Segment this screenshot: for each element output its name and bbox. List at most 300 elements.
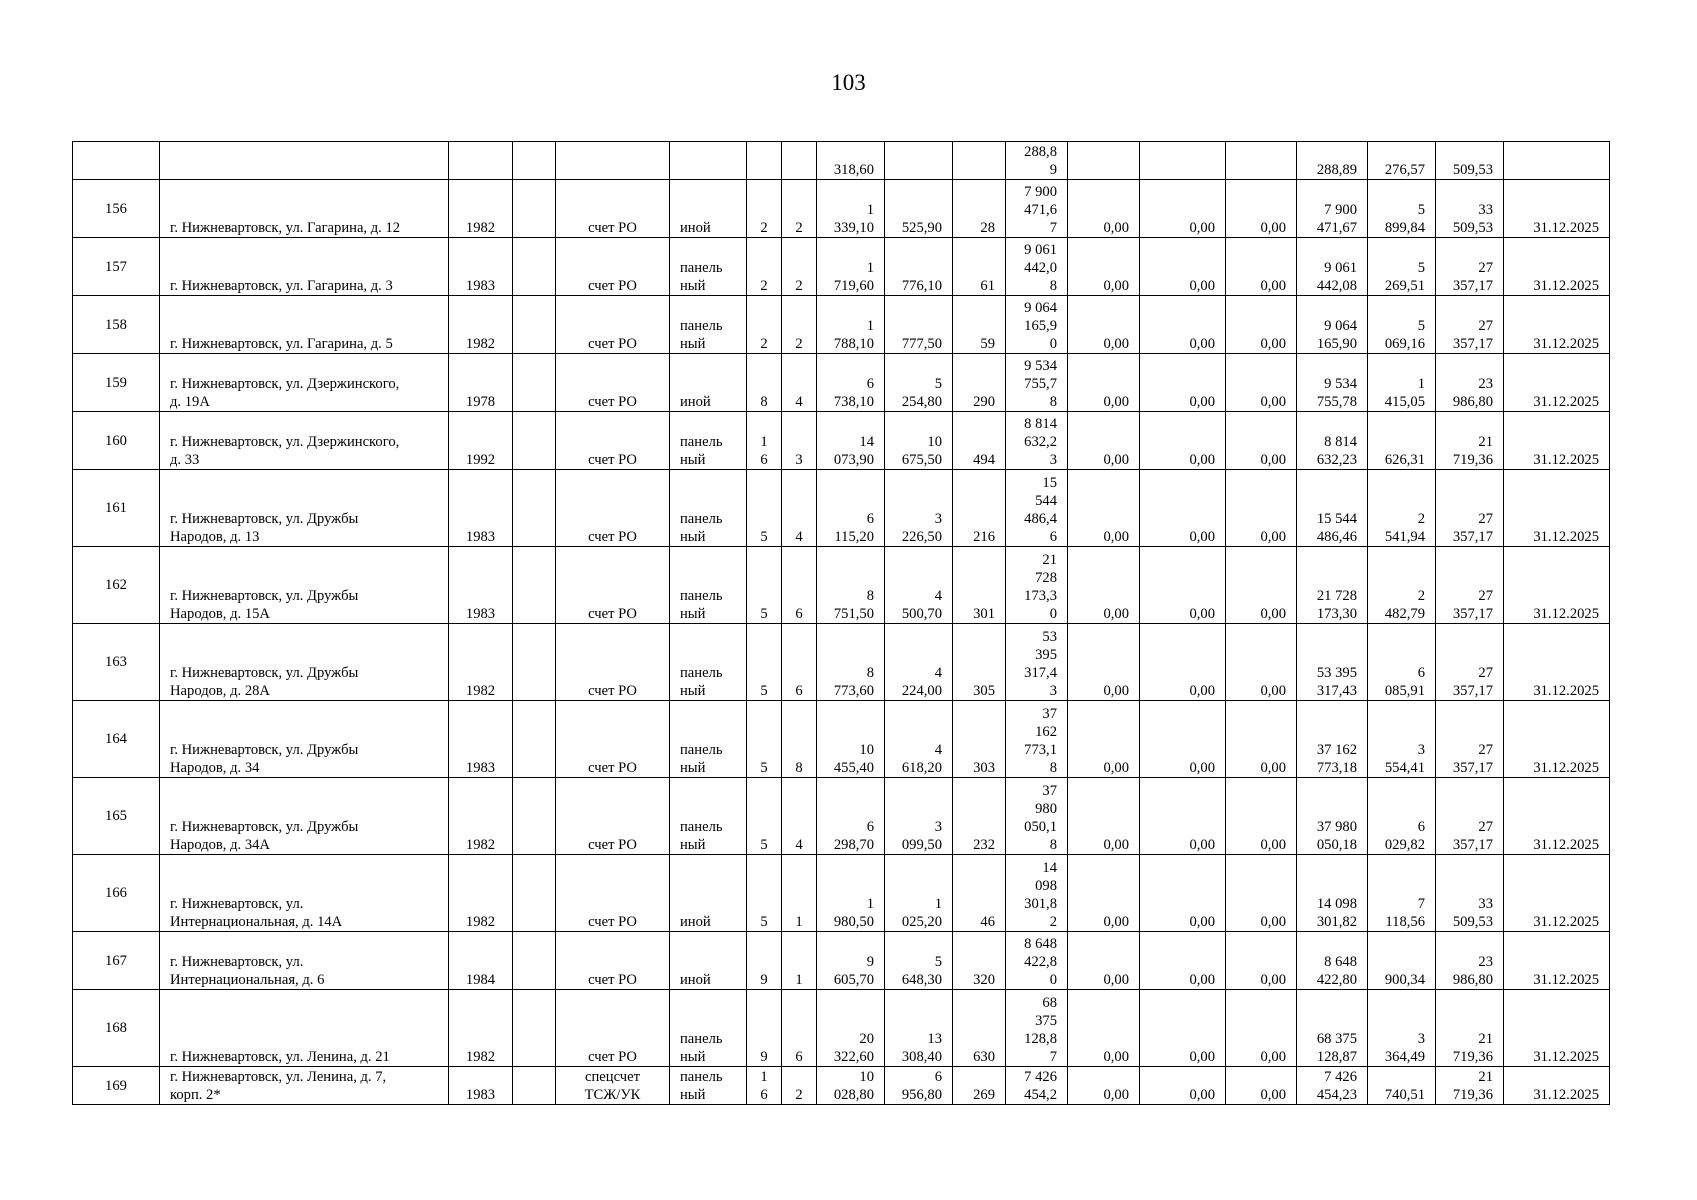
cell-mat: панель ный xyxy=(670,470,747,547)
table-row xyxy=(73,142,1610,180)
cell-area-total: 9 605,70 xyxy=(817,932,885,990)
cell-method: счет РО xyxy=(556,296,670,354)
cell-entr: 6 xyxy=(782,624,817,701)
cell-deadline: 31.12.2025 xyxy=(1504,180,1610,238)
cell-max-cost: 27 357,17 xyxy=(1436,547,1504,624)
cell-num: 162 xyxy=(73,547,160,624)
cell-num: 169 xyxy=(73,1067,160,1105)
cell-blank xyxy=(513,142,556,180)
cell-fund-c: 0,00 xyxy=(1226,932,1297,990)
cell-addr: г. Нижневартовск, ул. Гагарина, д. 5 xyxy=(160,296,449,354)
cell-fund-c xyxy=(1226,142,1297,180)
cell-addr: г. Нижневартовск, ул. Дружбы Народов, д. 13 xyxy=(160,470,449,547)
cell-entr: 6 xyxy=(782,547,817,624)
cell-owners: 7 900 471,67 xyxy=(1297,180,1368,238)
cell-mat: панель ный xyxy=(670,412,747,470)
cell-unit-cost: 6 085,91 xyxy=(1368,624,1436,701)
cell-blank xyxy=(513,547,556,624)
cell-method xyxy=(556,142,670,180)
cell-floors: 5 xyxy=(747,855,782,932)
cell-cost-total: 7 900 471,6 7 xyxy=(1006,180,1068,238)
cell-year: 1983 xyxy=(449,1067,513,1105)
cell-fund-b: 0,00 xyxy=(1140,238,1226,296)
cell-unit-cost: 5 899,84 xyxy=(1368,180,1436,238)
cell-deadline: 31.12.2025 xyxy=(1504,354,1610,412)
cell-fund-a: 0,00 xyxy=(1068,701,1140,778)
cell-year: 1983 xyxy=(449,547,513,624)
cell-residents: 61 xyxy=(953,238,1006,296)
cell-entr: 1 xyxy=(782,855,817,932)
cell-area-living: 5 254,80 xyxy=(885,354,953,412)
cell-cost-total: 9 064 165,9 0 xyxy=(1006,296,1068,354)
cell-year: 1982 xyxy=(449,296,513,354)
cell-mat xyxy=(670,142,747,180)
cell-deadline: 31.12.2025 xyxy=(1504,296,1610,354)
cell-floors: 2 xyxy=(747,238,782,296)
cell-cost-total: 14 098 301,8 2 xyxy=(1006,855,1068,932)
cell-area-living: 6 956,80 xyxy=(885,1067,953,1105)
cell-mat: иной xyxy=(670,180,747,238)
cell-mat: панель ный xyxy=(670,990,747,1067)
cell-fund-c: 0,00 xyxy=(1226,855,1297,932)
cell-fund-b: 0,00 xyxy=(1140,624,1226,701)
cell-fund-a: 0,00 xyxy=(1068,990,1140,1067)
cell-addr: г. Нижневартовск, ул. Дружбы Народов, д. 28А xyxy=(160,624,449,701)
cell-fund-a: 0,00 xyxy=(1068,855,1140,932)
cell-deadline: 31.12.2025 xyxy=(1504,470,1610,547)
cell-cost-total: 37 162 773,1 8 xyxy=(1006,701,1068,778)
cell-blank xyxy=(513,932,556,990)
cell-fund-c: 0,00 xyxy=(1226,547,1297,624)
cell-area-total: 6 738,10 xyxy=(817,354,885,412)
cell-method: счет РО xyxy=(556,778,670,855)
cell-blank xyxy=(513,296,556,354)
cell-mat: панель ный xyxy=(670,778,747,855)
table-row xyxy=(73,624,1610,701)
cell-blank xyxy=(513,180,556,238)
cell-max-cost: 27 357,17 xyxy=(1436,778,1504,855)
cell-num: 163 xyxy=(73,624,160,701)
cell-num: 166 xyxy=(73,855,160,932)
cell-deadline: 31.12.2025 xyxy=(1504,932,1610,990)
cell-fund-a: 0,00 xyxy=(1068,932,1140,990)
cell-fund-c: 0,00 xyxy=(1226,412,1297,470)
cell-area-living: 4 224,00 xyxy=(885,624,953,701)
cell-num: 161 xyxy=(73,470,160,547)
cell-fund-c: 0,00 xyxy=(1226,1067,1297,1105)
cell-max-cost: 33 509,53 xyxy=(1436,180,1504,238)
cell-floors: 2 xyxy=(747,296,782,354)
cell-residents: 28 xyxy=(953,180,1006,238)
housing-table xyxy=(72,141,1610,1105)
cell-fund-c: 0,00 xyxy=(1226,354,1297,412)
cell-method: счет РО xyxy=(556,855,670,932)
cell-addr: г. Нижневартовск, ул. Гагарина, д. 12 xyxy=(160,180,449,238)
cell-fund-b: 0,00 xyxy=(1140,932,1226,990)
cell-area-total: 8 773,60 xyxy=(817,624,885,701)
cell-year: 1992 xyxy=(449,412,513,470)
cell-entr xyxy=(782,142,817,180)
cell-fund-b: 0,00 xyxy=(1140,412,1226,470)
cell-owners: 68 375 128,87 xyxy=(1297,990,1368,1067)
cell-blank xyxy=(513,855,556,932)
cell-method: счет РО xyxy=(556,412,670,470)
table-row xyxy=(73,354,1610,412)
cell-mat: панель ный xyxy=(670,296,747,354)
cell-area-living: 525,90 xyxy=(885,180,953,238)
cell-area-total: 20 322,60 xyxy=(817,990,885,1067)
cell-blank xyxy=(513,412,556,470)
cell-blank xyxy=(513,624,556,701)
cell-method: счет РО xyxy=(556,932,670,990)
cell-addr: г. Нижневартовск, ул. Дружбы Народов, д. 34 xyxy=(160,701,449,778)
cell-area-total: 10 028,80 xyxy=(817,1067,885,1105)
cell-area-living: 3 226,50 xyxy=(885,470,953,547)
cell-fund-a xyxy=(1068,142,1140,180)
cell-fund-b xyxy=(1140,142,1226,180)
cell-fund-b: 0,00 xyxy=(1140,855,1226,932)
cell-num: 159 xyxy=(73,354,160,412)
cell-owners: 15 544 486,46 xyxy=(1297,470,1368,547)
cell-cost-total: 9 061 442,0 8 xyxy=(1006,238,1068,296)
cell-deadline: 31.12.2025 xyxy=(1504,990,1610,1067)
cell-mat: панель ный xyxy=(670,701,747,778)
cell-method: счет РО xyxy=(556,470,670,547)
cell-max-cost: 21 719,36 xyxy=(1436,412,1504,470)
cell-area-living: 3 099,50 xyxy=(885,778,953,855)
table-row xyxy=(73,296,1610,354)
cell-deadline: 31.12.2025 xyxy=(1504,855,1610,932)
table-row xyxy=(73,470,1610,547)
cell-deadline: 31.12.2025 xyxy=(1504,547,1610,624)
cell-area-total: 6 115,20 xyxy=(817,470,885,547)
cell-addr: г. Нижневартовск, ул. Дружбы Народов, д. 15А xyxy=(160,547,449,624)
cell-entr: 2 xyxy=(782,180,817,238)
cell-entr: 4 xyxy=(782,470,817,547)
cell-unit-cost: 3 364,49 xyxy=(1368,990,1436,1067)
cell-floors: 9 xyxy=(747,990,782,1067)
cell-unit-cost: 7 118,56 xyxy=(1368,855,1436,932)
cell-fund-b: 0,00 xyxy=(1140,990,1226,1067)
cell-owners: 9 064 165,90 xyxy=(1297,296,1368,354)
cell-floors: 1 6 xyxy=(747,1067,782,1105)
cell-fund-a: 0,00 xyxy=(1068,296,1140,354)
cell-residents: 290 xyxy=(953,354,1006,412)
cell-floors: 1 6 xyxy=(747,412,782,470)
cell-area-living: 4 500,70 xyxy=(885,547,953,624)
cell-owners: 7 426 454,23 xyxy=(1297,1067,1368,1105)
cell-method: счет РО xyxy=(556,238,670,296)
table-row xyxy=(73,412,1610,470)
table-row xyxy=(73,778,1610,855)
cell-cost-total: 68 375 128,8 7 xyxy=(1006,990,1068,1067)
cell-area-total: 318,60 xyxy=(817,142,885,180)
cell-max-cost: 21 719,36 xyxy=(1436,990,1504,1067)
cell-year xyxy=(449,142,513,180)
cell-method: счет РО xyxy=(556,180,670,238)
cell-method: счет РО xyxy=(556,354,670,412)
cell-fund-a: 0,00 xyxy=(1068,180,1140,238)
cell-blank xyxy=(513,778,556,855)
cell-fund-b: 0,00 xyxy=(1140,547,1226,624)
cell-residents: 305 xyxy=(953,624,1006,701)
cell-area-total: 8 751,50 xyxy=(817,547,885,624)
cell-entr: 6 xyxy=(782,990,817,1067)
cell-fund-c: 0,00 xyxy=(1226,238,1297,296)
cell-fund-c: 0,00 xyxy=(1226,180,1297,238)
cell-deadline xyxy=(1504,142,1610,180)
cell-deadline: 31.12.2025 xyxy=(1504,778,1610,855)
cell-max-cost: 27 357,17 xyxy=(1436,238,1504,296)
cell-unit-cost: 276,57 xyxy=(1368,142,1436,180)
cell-fund-a: 0,00 xyxy=(1068,354,1140,412)
cell-floors: 2 xyxy=(747,180,782,238)
cell-fund-b: 0,00 xyxy=(1140,296,1226,354)
cell-cost-total: 15 544 486,4 6 xyxy=(1006,470,1068,547)
cell-entr: 2 xyxy=(782,296,817,354)
cell-owners: 9 534 755,78 xyxy=(1297,354,1368,412)
cell-mat: иной xyxy=(670,855,747,932)
cell-floors: 5 xyxy=(747,547,782,624)
cell-owners: 53 395 317,43 xyxy=(1297,624,1368,701)
cell-residents: 269 xyxy=(953,1067,1006,1105)
cell-owners: 21 728 173,30 xyxy=(1297,547,1368,624)
cell-max-cost: 509,53 xyxy=(1436,142,1504,180)
cell-deadline: 31.12.2025 xyxy=(1504,701,1610,778)
cell-area-living: 13 308,40 xyxy=(885,990,953,1067)
cell-max-cost: 27 357,17 xyxy=(1436,296,1504,354)
cell-entr: 4 xyxy=(782,778,817,855)
cell-year: 1978 xyxy=(449,354,513,412)
cell-entr: 2 xyxy=(782,238,817,296)
cell-unit-cost: 626,31 xyxy=(1368,412,1436,470)
cell-cost-total: 53 395 317,4 3 xyxy=(1006,624,1068,701)
cell-area-living: 4 618,20 xyxy=(885,701,953,778)
cell-method: счет РО xyxy=(556,624,670,701)
cell-blank xyxy=(513,1067,556,1105)
cell-owners: 8 814 632,23 xyxy=(1297,412,1368,470)
cell-fund-b: 0,00 xyxy=(1140,354,1226,412)
cell-residents: 59 xyxy=(953,296,1006,354)
table-row xyxy=(73,701,1610,778)
cell-owners: 37 980 050,18 xyxy=(1297,778,1368,855)
cell-unit-cost: 2 482,79 xyxy=(1368,547,1436,624)
cell-mat: панель ный xyxy=(670,547,747,624)
cell-area-total: 1 339,10 xyxy=(817,180,885,238)
cell-mat: панель ный xyxy=(670,238,747,296)
cell-residents: 494 xyxy=(953,412,1006,470)
table-row xyxy=(73,547,1610,624)
cell-floors xyxy=(747,142,782,180)
cell-addr xyxy=(160,142,449,180)
cell-fund-b: 0,00 xyxy=(1140,180,1226,238)
table-row xyxy=(73,1067,1610,1105)
cell-addr: г. Нижневартовск, ул. Ленина, д. 21 xyxy=(160,990,449,1067)
cell-area-living: 777,50 xyxy=(885,296,953,354)
cell-owners: 8 648 422,80 xyxy=(1297,932,1368,990)
cell-owners: 37 162 773,18 xyxy=(1297,701,1368,778)
cell-floors: 5 xyxy=(747,470,782,547)
cell-method: счет РО xyxy=(556,547,670,624)
cell-fund-a: 0,00 xyxy=(1068,624,1140,701)
cell-fund-a: 0,00 xyxy=(1068,1067,1140,1105)
cell-addr: г. Нижневартовск, ул. Дружбы Народов, д. 34А xyxy=(160,778,449,855)
cell-max-cost: 21 719,36 xyxy=(1436,1067,1504,1105)
table-row xyxy=(73,990,1610,1067)
cell-addr: г. Нижневартовск, ул. Гагарина, д. 3 xyxy=(160,238,449,296)
cell-max-cost: 27 357,17 xyxy=(1436,624,1504,701)
cell-unit-cost: 6 029,82 xyxy=(1368,778,1436,855)
cell-area-total: 1 719,60 xyxy=(817,238,885,296)
cell-residents: 320 xyxy=(953,932,1006,990)
cell-year: 1983 xyxy=(449,238,513,296)
cell-deadline: 31.12.2025 xyxy=(1504,412,1610,470)
cell-num: 156 xyxy=(73,180,160,238)
cell-fund-c: 0,00 xyxy=(1226,296,1297,354)
cell-num: 160 xyxy=(73,412,160,470)
cell-residents: 216 xyxy=(953,470,1006,547)
cell-blank xyxy=(513,354,556,412)
table-row xyxy=(73,932,1610,990)
cell-owners: 9 061 442,08 xyxy=(1297,238,1368,296)
cell-area-total: 1 980,50 xyxy=(817,855,885,932)
cell-blank xyxy=(513,990,556,1067)
page-number: 103 xyxy=(831,70,866,95)
cell-deadline: 31.12.2025 xyxy=(1504,238,1610,296)
cell-method: счет РО xyxy=(556,990,670,1067)
cell-residents: 303 xyxy=(953,701,1006,778)
cell-area-total: 10 455,40 xyxy=(817,701,885,778)
cell-num: 164 xyxy=(73,701,160,778)
cell-unit-cost: 1 415,05 xyxy=(1368,354,1436,412)
cell-method: счет РО xyxy=(556,701,670,778)
cell-cost-total: 21 728 173,3 0 xyxy=(1006,547,1068,624)
cell-year: 1983 xyxy=(449,701,513,778)
cell-fund-c: 0,00 xyxy=(1226,701,1297,778)
cell-mat: панель ный xyxy=(670,624,747,701)
cell-owners: 288,89 xyxy=(1297,142,1368,180)
cell-blank xyxy=(513,238,556,296)
cell-cost-total: 37 980 050,1 8 xyxy=(1006,778,1068,855)
cell-unit-cost: 2 541,94 xyxy=(1368,470,1436,547)
cell-deadline: 31.12.2025 xyxy=(1504,1067,1610,1105)
cell-addr: г. Нижневартовск, ул. Интернациональная, д. 14А xyxy=(160,855,449,932)
cell-entr: 1 xyxy=(782,932,817,990)
cell-method: спецсчет ТСЖ/УК xyxy=(556,1067,670,1105)
cell-floors: 5 xyxy=(747,778,782,855)
cell-fund-b: 0,00 xyxy=(1140,778,1226,855)
cell-addr: г. Нижневартовск, ул. Интернациональная, д. 6 xyxy=(160,932,449,990)
cell-num: 157 xyxy=(73,238,160,296)
table-row xyxy=(73,855,1610,932)
cell-num: 158 xyxy=(73,296,160,354)
cell-cost-total: 9 534 755,7 8 xyxy=(1006,354,1068,412)
cell-area-living: 10 675,50 xyxy=(885,412,953,470)
cell-year: 1982 xyxy=(449,990,513,1067)
cell-unit-cost: 5 069,16 xyxy=(1368,296,1436,354)
cell-area-living: 776,10 xyxy=(885,238,953,296)
cell-num: 165 xyxy=(73,778,160,855)
cell-cost-total: 7 426 454,2 xyxy=(1006,1067,1068,1105)
cell-cost-total: 288,8 9 xyxy=(1006,142,1068,180)
cell-addr: г. Нижневартовск, ул. Ленина, д. 7, корп. 2* xyxy=(160,1067,449,1105)
cell-floors: 9 xyxy=(747,932,782,990)
cell-fund-c: 0,00 xyxy=(1226,624,1297,701)
cell-num xyxy=(73,142,160,180)
cell-residents: 301 xyxy=(953,547,1006,624)
cell-fund-b: 0,00 xyxy=(1140,470,1226,547)
cell-year: 1983 xyxy=(449,470,513,547)
cell-year: 1982 xyxy=(449,624,513,701)
cell-area-total: 1 788,10 xyxy=(817,296,885,354)
cell-blank xyxy=(513,470,556,547)
cell-fund-a: 0,00 xyxy=(1068,412,1140,470)
cell-year: 1982 xyxy=(449,855,513,932)
cell-unit-cost: 5 269,51 xyxy=(1368,238,1436,296)
table-row xyxy=(73,238,1610,296)
cell-residents: 630 xyxy=(953,990,1006,1067)
cell-num: 167 xyxy=(73,932,160,990)
cell-fund-a: 0,00 xyxy=(1068,238,1140,296)
cell-owners: 14 098 301,82 xyxy=(1297,855,1368,932)
cell-floors: 8 xyxy=(747,354,782,412)
cell-fund-b: 0,00 xyxy=(1140,701,1226,778)
cell-entr: 8 xyxy=(782,701,817,778)
cell-addr: г. Нижневартовск, ул. Дзержинского, д. 33 xyxy=(160,412,449,470)
cell-fund-c: 0,00 xyxy=(1226,990,1297,1067)
cell-fund-b: 0,00 xyxy=(1140,1067,1226,1105)
cell-area-living xyxy=(885,142,953,180)
cell-residents: 46 xyxy=(953,855,1006,932)
cell-num: 168 xyxy=(73,990,160,1067)
cell-fund-a: 0,00 xyxy=(1068,470,1140,547)
cell-max-cost: 23 986,80 xyxy=(1436,932,1504,990)
cell-residents: 232 xyxy=(953,778,1006,855)
cell-mat: панель ный xyxy=(670,1067,747,1105)
table-row xyxy=(73,180,1610,238)
cell-addr: г. Нижневартовск, ул. Дзержинского, д. 19А xyxy=(160,354,449,412)
cell-max-cost: 23 986,80 xyxy=(1436,354,1504,412)
cell-entr: 2 xyxy=(782,1067,817,1105)
cell-fund-a: 0,00 xyxy=(1068,778,1140,855)
cell-year: 1982 xyxy=(449,180,513,238)
cell-entr: 3 xyxy=(782,412,817,470)
cell-year: 1982 xyxy=(449,778,513,855)
cell-unit-cost: 3 554,41 xyxy=(1368,701,1436,778)
cell-entr: 4 xyxy=(782,354,817,412)
cell-cost-total: 8 648 422,8 0 xyxy=(1006,932,1068,990)
cell-fund-c: 0,00 xyxy=(1226,470,1297,547)
cell-area-total: 6 298,70 xyxy=(817,778,885,855)
cell-mat: иной xyxy=(670,932,747,990)
cell-deadline: 31.12.2025 xyxy=(1504,624,1610,701)
cell-max-cost: 27 357,17 xyxy=(1436,470,1504,547)
cell-residents xyxy=(953,142,1006,180)
cell-mat: иной xyxy=(670,354,747,412)
cell-area-total: 14 073,90 xyxy=(817,412,885,470)
cell-floors: 5 xyxy=(747,701,782,778)
cell-fund-a: 0,00 xyxy=(1068,547,1140,624)
cell-year: 1984 xyxy=(449,932,513,990)
cell-area-living: 1 025,20 xyxy=(885,855,953,932)
cell-floors: 5 xyxy=(747,624,782,701)
cell-unit-cost: 900,34 xyxy=(1368,932,1436,990)
cell-max-cost: 33 509,53 xyxy=(1436,855,1504,932)
cell-max-cost: 27 357,17 xyxy=(1436,701,1504,778)
cell-fund-c: 0,00 xyxy=(1226,778,1297,855)
cell-blank xyxy=(513,701,556,778)
cell-area-living: 5 648,30 xyxy=(885,932,953,990)
